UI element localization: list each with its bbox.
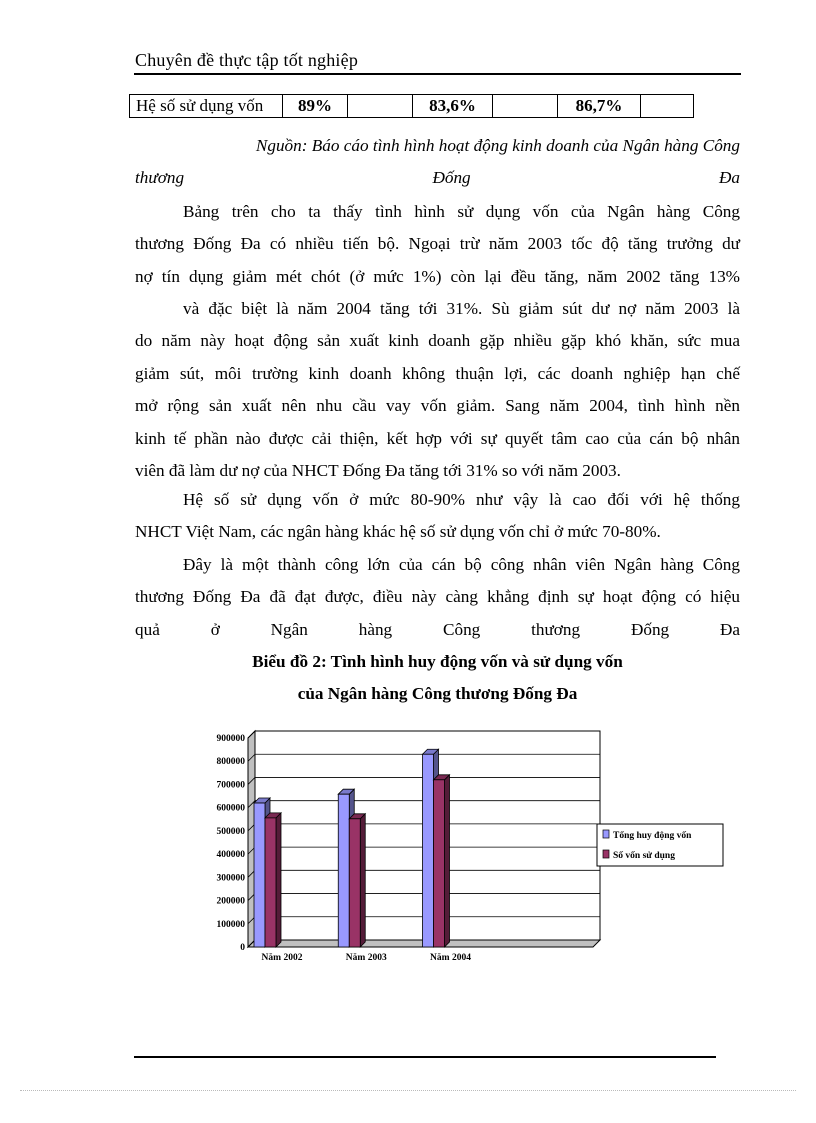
- bar-tong-huy-dong-2: [423, 754, 434, 947]
- bar-so-von-su-dung-0: [265, 818, 276, 947]
- table-cell-2004: 86,7%: [558, 95, 641, 118]
- table-cell-2002: 89%: [283, 95, 348, 118]
- footer-rule: [134, 1056, 716, 1058]
- y-tick-label: 400000: [216, 850, 245, 861]
- legend-label: Tổng huy động vốn: [613, 831, 692, 841]
- x-tick-label: Năm 2002: [261, 953, 303, 963]
- chart-caption-line-1: Biểu đồ 2: Tình hình huy động vốn và sử dụng vốn: [252, 652, 623, 671]
- paragraph-3: Hệ số sử dụng vốn ở mức 80-90% như vậy là cao đối với hệ thống NHCT Việt Nam, các ngân hàng khác hệ số sử dụng vốn chỉ ở mức 70-80%.: [135, 490, 740, 542]
- x-tick-label: Năm 2004: [430, 953, 471, 963]
- bar-tong-huy-dong-0: [254, 803, 265, 947]
- legend-label: Số vốn sử dụng: [613, 851, 675, 861]
- paragraph-4: Đây là một thành công lớn của cán bộ công nhân viên Ngân hàng Công thương Đống Đa đã đạt được, điều này càng khẳng định sự hoạt động có hiệu quả ở Ngân hàng Công thương Đống Đa: [135, 549, 740, 646]
- y-tick-label: 700000: [216, 780, 245, 791]
- table-cell-label: Hệ số sử dụng vốn: [130, 95, 283, 118]
- x-tick-label: Năm 2003: [345, 953, 387, 963]
- chart-caption-line-2: của Ngân hàng Công thương Đống Đa: [297, 684, 578, 703]
- y-tick-label: 600000: [216, 803, 245, 814]
- y-tick-label: 0: [240, 943, 245, 953]
- y-tick-label: 100000: [216, 919, 245, 930]
- legend-swatch: [603, 830, 609, 838]
- y-tick-label: 900000: [216, 734, 245, 744]
- paragraph-1: Bảng trên cho ta thấy tình hình sử dụng vốn của Ngân hàng Công thương Đống Đa có nhiều tiến bộ. Ngoại trừ năm 2003 tốc độ tăng trưởng dư nợ tín dụng giảm mét chót (ở mức 1%) còn lại đều tăng, năm 2002 tăng 13%: [135, 202, 740, 286]
- paragraph-4-last-line: quả ở Ngân hàng Công thương Đống Đa: [135, 619, 741, 639]
- paragraph-2: và đặc biệt là năm 2004 tăng tới 31%. Sù giảm sút dư nợ năm 2003 là do năm này hoạt động sản xuất kinh doanh gặp nhiều gặp khó khăn, sức mua giảm sút, môi trường kinh doanh không thuận lợi, các doanh nghiệp hạn chế mở rộng sản xuất nên nhu cầu vay vốn giảm. Sang năm 2004, tình hình nền kinh tế phần nào được cải thiện, kết hợp với sự quyết tâm cao của cán bộ nhân viên đã làm dư nợ của NHCT Đống Đa tăng tới 31% so với năm 2003.: [135, 299, 740, 481]
- legend-swatch: [603, 850, 609, 858]
- bar-side: [445, 775, 450, 947]
- page-header-title: Chuyên đề thực tập tốt nghiệp: [135, 50, 359, 70]
- table-cell-2003: 83,6%: [413, 95, 493, 118]
- source-line-1: Nguồn: Báo cáo tình hình hoạt động kinh doanh của Ngân hàng Công: [255, 136, 740, 155]
- y-tick-label: 800000: [216, 757, 245, 768]
- source-line-2: thương Đống Đa: [135, 168, 741, 187]
- y-tick-label: 300000: [216, 873, 245, 884]
- bar-side: [276, 813, 281, 947]
- bar-so-von-su-dung-2: [434, 780, 445, 947]
- y-tick-label: 500000: [216, 826, 245, 837]
- bar-side: [360, 814, 365, 947]
- y-tick-label: 200000: [216, 896, 245, 907]
- bar-so-von-su-dung-1: [349, 819, 360, 947]
- page-bottom-dotted-line: [20, 1090, 796, 1091]
- bar-tong-huy-dong-1: [338, 794, 349, 947]
